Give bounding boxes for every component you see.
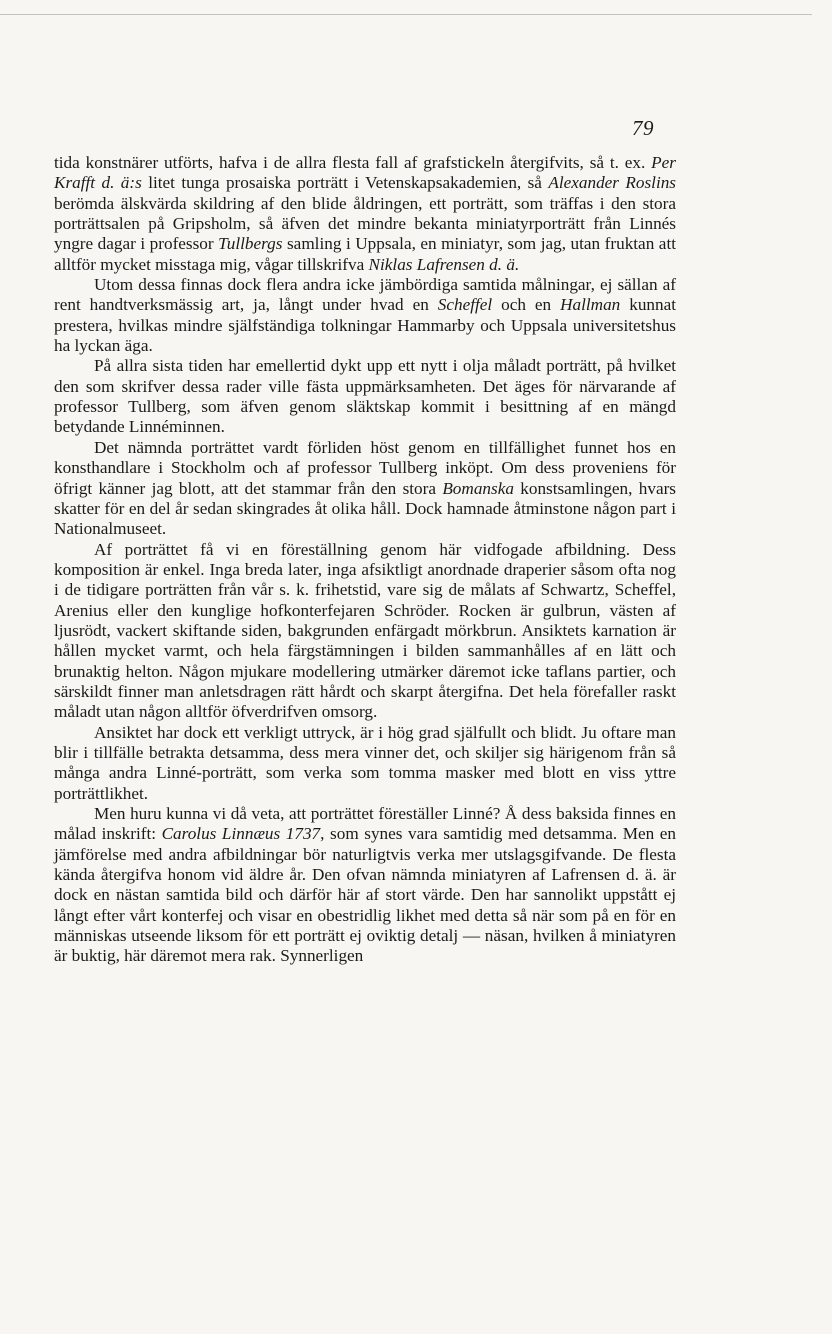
text-run: och en: [492, 295, 561, 315]
italic-name: Per Krafft d. ä:s: [54, 153, 676, 193]
italic-name: Tullbergs: [218, 234, 283, 254]
italic-name: Niklas Lafrensen d. ä.: [368, 254, 520, 274]
paragraph-4: [54, 438, 676, 540]
text-run: Af porträttet få vi en föreställning genom här vidfogade afbildning. Dess komposition är enkel. Inga breda later, inga afsiktligt anordnade draperier såsom ofta nog i de tidigare porträtten från vår s. k. frihetstid, vare sig de målats af Schwartz, Scheffel, Arenius eller den kunglige hofkonterfejaren Schröder. Rocken är gulbrun, västen af ljusrödt, vackert skiftande siden, bakgrunden enfärgadt mörkbrun. Ansiktets karnation är hållen mycket varmt, och hela färgstämningen i bilden sammanhålles af en lätt och brunaktig helton. Någon mjukare modellering utmärker däremot icke taflans partier, och särskildt finner man anletsdragen rätt hårdt och skarpt återgifna. Det hela förefaller raskt måladt utan någon alltför öfverdrifven omsorg.: [54, 539, 676, 722]
italic-name: Alexander Roslins: [548, 173, 676, 193]
paragraph-5: [54, 540, 676, 723]
paragraph-3: [54, 356, 676, 437]
text-run: berömda älskvärda skildring af den blide åldringen, ett porträtt, som träffas i den stora porträttsalen på Gripsholm, så äfven det mindre bekanta miniatyrporträtt från Linnés yngre dagar i professor: [54, 193, 676, 254]
text-run: konstsamlingen, hvars skatter för en del år sedan skingrades åt olika håll. Dock hamnade åtminstone någon part i Nationalmuseet.: [54, 478, 676, 539]
italic-name: Bomanska: [442, 478, 514, 498]
text-run: Ansiktet har dock ett verkligt uttryck, är i hög grad själfullt och blidt. Ju oftare man blir i tillfälle betrakta detsamma, dess mera vinner det, och skiljer sig härigenom från så många andra Linné-porträtt, som verka som tomma masker med blott en viss yttre porträttlikhet.: [54, 722, 676, 803]
italic-name: Carolus Linnæus 1737: [161, 824, 321, 844]
text-run: samling i Uppsala, en miniatyr, som jag, utan fruktan att alltför mycket misstaga mig, vågar tillskrifva: [54, 234, 676, 274]
page-number: 79: [632, 116, 654, 140]
text-run: På allra sista tiden har emellertid dykt upp ett nytt i olja måladt porträtt, på hvilket den som skrifver dessa rader ville fästa uppmärksamheten. Det äges för närvarande af professor Tullberg, som äfven genom släktskap kommit i besittning af en mängd betydande Linnéminnen.: [54, 356, 676, 437]
text-run: Utom dessa finnas dock flera andra icke jämbördiga samtida målningar, ej sällan af rent handtverksmässig art, ja, långt under hvad en: [54, 275, 676, 315]
text-run: tida konstnärer utförts, hafva i de allra flesta fall af grafstickeln återgifvits, så t. ex.: [54, 153, 652, 172]
paragraph-1: [54, 153, 676, 275]
text-run: litet tunga prosaiska porträtt i Vetenskapsakademien, så: [141, 173, 549, 193]
top-rule: [0, 14, 812, 15]
text-run: kunnat prestera, hvilkas mindre själfständiga tolkningar Hammarby och Uppsala universitetshus ha lyckan äga.: [54, 295, 677, 356]
paragraph-6: [54, 723, 676, 804]
text-run: , som synes vara samtidig med detsamma. Men en jämförelse med andra afbildningar bör naturligtvis verka mer utslagsgifvande. De flesta kända återgifva honom vid äldre år. Den ofvan nämnda miniatyren af Lafrensen d. ä. är dock en nästan samtida bild och därför här af stort värde. Den har sannolikt uppstått ej långt efter vårt konterfej och visar en obestridlig likhet med detta så när som på en för en människas utseende liksom för ett porträtt ej oviktig detalj — näsan, hvilken å miniatyren är buktig, här däremot mera rak. Synnerligen: [54, 824, 677, 966]
text-run: Det nämnda porträttet vardt förliden höst genom en tillfällighet funnet hos en konsthandlare i Stockholm och af professor Tullberg inköpt. Om dess proveniens för öfrigt känner jag blott, att det stammar från den stora: [54, 437, 676, 498]
paragraph-2: [54, 275, 676, 356]
body-text: [54, 153, 676, 967]
italic-name: Hallman: [560, 295, 621, 315]
italic-name: Scheffel: [437, 295, 493, 315]
paragraph-7: [54, 804, 676, 967]
text-run: Men huru kunna vi då veta, att porträttet föreställer Linné? Å dess baksida finnes en målad inskrift:: [54, 804, 676, 844]
